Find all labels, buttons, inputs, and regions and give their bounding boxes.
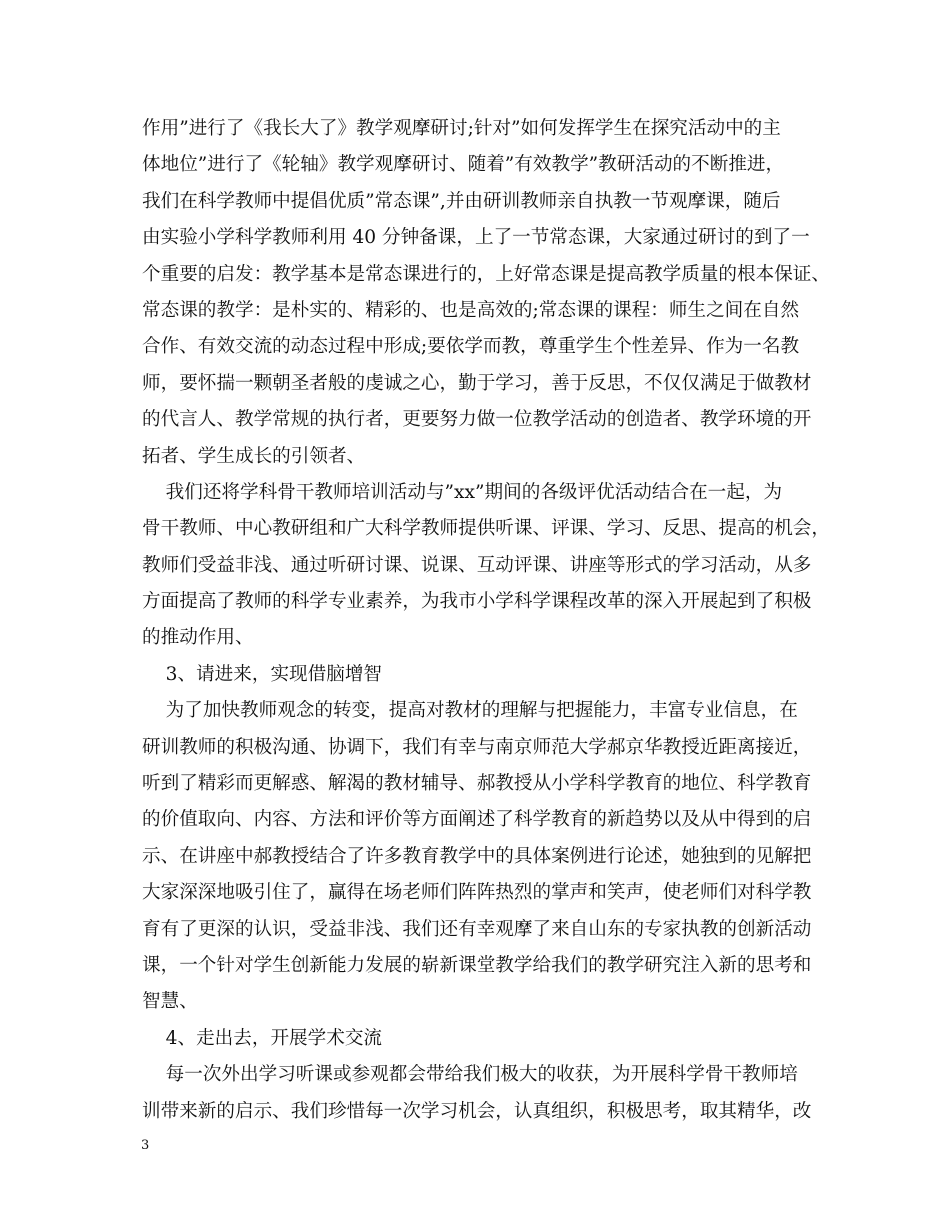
text-line: 方面提高了教师的科学专业素养，为我市小学科学课程改革的深入开展起到了积极 — [142, 591, 812, 613]
text-line: 个重要的启发：教学基本是常态课进行的，上好常态课是提高教学质量的根本保证、 — [142, 263, 830, 285]
text-line: 课，一个针对学生创新能力发展的崭新课堂教学给我们的教学研究注入新的思考和 — [142, 954, 812, 976]
text-line: 拓者、学生成长的引领者、 — [142, 445, 366, 467]
text-line: 常态课的教学：是朴实的、精彩的、也是高效的;常态课的课程：师生之间在自然 — [142, 299, 800, 321]
body-text — [142, 111, 830, 1130]
text-line: 训带来新的启示、我们珍惜每一次学习机会，认真组织，积极思考，取其精华，改 — [142, 1100, 812, 1122]
text-line: 的代言人、教学常规的执行者，更要努力做一位教学活动的创造者、教学环境的开 — [142, 409, 812, 431]
text-line: 的推动作用、 — [142, 627, 254, 649]
text-line: 大家深深地吸引住了，赢得在场老师们阵阵热烈的掌声和笑声，使老师们对科学教 — [142, 882, 812, 904]
text-line: 的价值取向、内容、方法和评价等方面阐述了科学教育的新趋势以及从中得到的启 — [142, 809, 812, 831]
text-line: 由实验小学科学教师利用 40 分钟备课，上了一节常态课，大家通过研讨的到了一 — [142, 227, 810, 249]
text-line: 作用”进行了《我长大了》教学观摩研讨;针对”如何发挥学生在探究活动中的主 — [142, 118, 781, 139]
text-line: 育有了更深的认识，受益非浅、我们还有幸观摩了来自山东的专家执教的创新活动 — [142, 918, 812, 940]
text-line: 我们在科学教师中提倡优质”常态课”,并由研训教师亲自执教一节观摩课，随后 — [142, 190, 781, 212]
text-line: 教师们受益非浅、通过听研讨课、说课、互动评课、讲座等形式的学习活动，从多 — [142, 554, 812, 576]
text-line: 合作、有效交流的动态过程中形成;要依学而教，尊重学生个性差异、作为一名教 — [142, 336, 800, 358]
text-line: 体地位”进行了《轮轴》教学观摩研讨、随着”有效教学”教研活动的不断推进， — [142, 154, 785, 176]
text-line: 骨干教师、中心教研组和广大科学教师提供听课、评课、学习、反思、提高的机会， — [142, 518, 830, 540]
text-line: 智慧、 — [142, 991, 198, 1013]
page-number: 3 — [141, 1138, 150, 1153]
text-line: 听到了精彩而更解惑、解渴的教材辅导、郝教授从小学科学教育的地位、科学教育 — [142, 773, 812, 795]
text-line: 师，要怀揣一颗朝圣者般的虔诚之心，勤于学习，善于反思，不仅仅满足于做教材 — [142, 372, 812, 394]
section-heading: 4、走出去，开展学术交流 — [142, 1027, 383, 1049]
text-line: 每一次外出学习听课或参观都会带给我们极大的收获，为开展科学骨干教师培 — [142, 1064, 798, 1086]
section-heading: 3、请进来，实现借脑增智 — [142, 663, 383, 685]
text-line: 为了加快教师观念的转变，提高对教材的理解与把握能力，丰富专业信息，在 — [142, 700, 798, 722]
text-line: 示、在讲座中郝教授结合了许多教育教学中的具体案例进行论述，她独到的见解把 — [142, 845, 812, 867]
text-line: 我们还将学科骨干教师培训活动与”xx”期间的各级评优活动结合在一起，为 — [142, 481, 783, 503]
text-line: 研训教师的积极沟通、协调下，我们有幸与南京师范大学郝京华教授近距离接近， — [142, 736, 812, 758]
